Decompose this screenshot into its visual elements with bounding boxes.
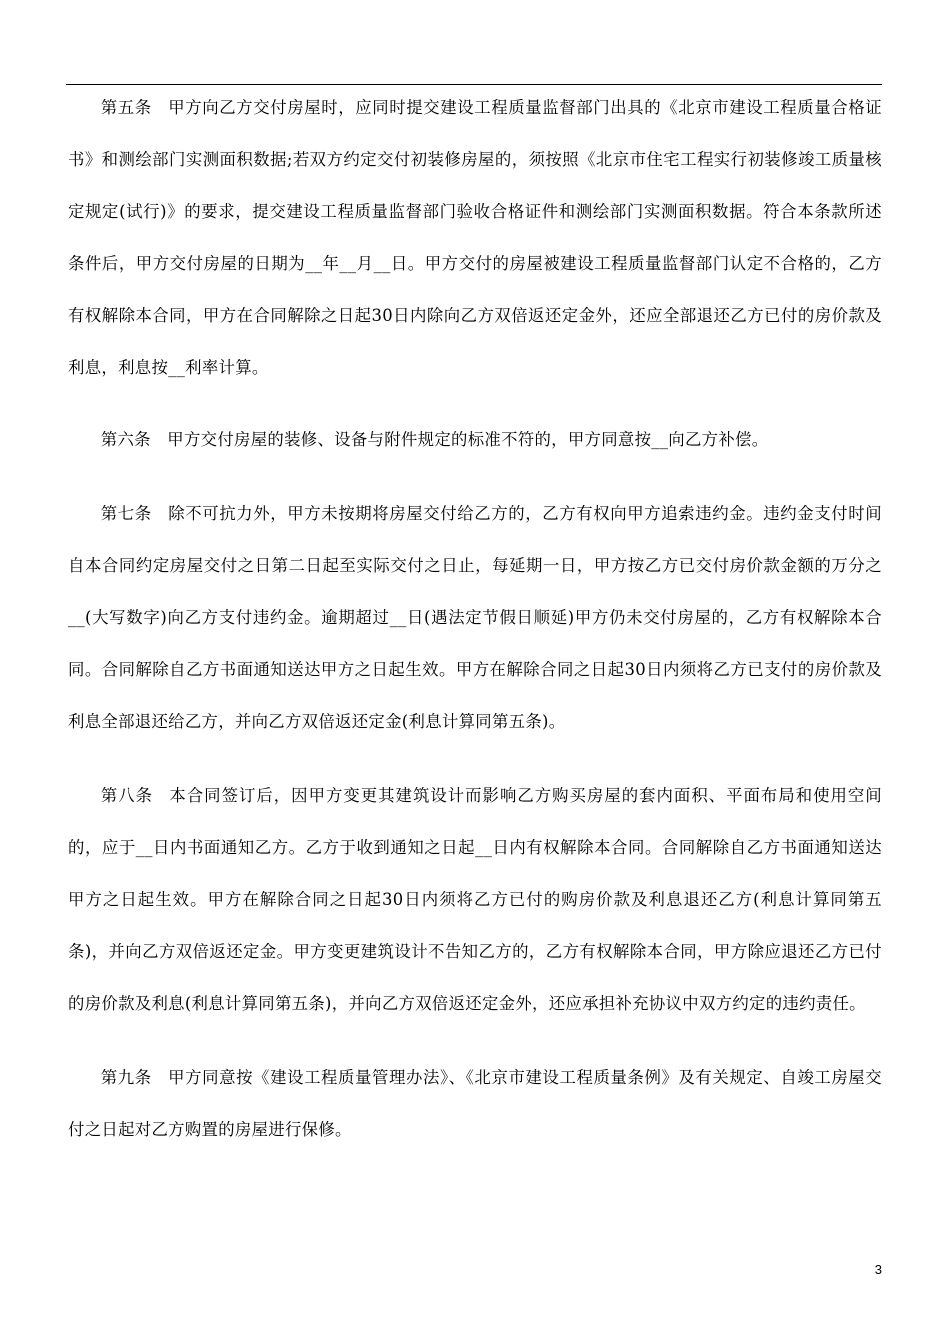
clause-text: 甲方交付房屋的装修、设备与附件规定的标准不符的，甲方同意按__向乙方补偿。 — [167, 430, 769, 449]
clause-text: 甲方向乙方交付房屋时，应同时提交建设工程质量监督部门出具的《北京市建设工程质量合格证书》和测绘部门实测面积数据;若双方约定交付初装修房屋的，须按照《北京市住宅工程实行初装修竣工质量核定规定(试行)》的要求，提交建设工程质量监督部门验收合格证件和测绘部门实测面积数据。符合本条款所述条件后，甲方交付房屋的日期为__年__月__日。甲方交付的房屋被建设工程质量监督部门认定不合格的，乙方有权解除本合同，甲方在合同解除之日起30日内除向乙方双倍返还定金外，还应全部退还乙方已付的房价款及利息，利息按__利率计算。 — [68, 98, 882, 377]
clause-number: 第五条 — [100, 98, 152, 117]
clause-number: 第七条 — [100, 504, 152, 523]
clause-7 — [68, 488, 882, 748]
clause-text: 除不可抗力外，甲方未按期将房屋交付给乙方的，乙方有权向甲方追索违约金。违约金支付时间自本合同约定房屋交付之日第二日起至实际交付之日止，每延期一日，甲方按乙方已交付房价款金额的万分之__(大写数字)向乙方支付违约金。逾期超过__日(遇法定节假日顺延)甲方仍未交付房屋的，乙方有权解除本合同。合同解除自乙方书面通知送达甲方之日起生效。甲方在解除合同之日起30日内须将乙方已支付的房价款及利息全部退还给乙方，并向乙方双倍返还定金(利息计算同第五条)。 — [68, 504, 882, 731]
clause-9 — [68, 1052, 882, 1156]
clause-8 — [68, 770, 882, 1030]
clause-number: 第八条 — [100, 786, 153, 805]
clause-6 — [68, 414, 882, 466]
clause-text: 本合同签订后，因甲方变更其建筑设计而影响乙方购买房屋的套内面积、平面布局和使用空间的，应于__日内书面通知乙方。乙方于收到通知之日起__日内有权解除本合同。合同解除自乙方书面通知送达甲方之日起生效。甲方在解除合同之日起30日内须将乙方已付的购房价款及利息退还乙方(利息计算同第五条)，并向乙方双倍返还定金。甲方变更建筑设计不告知乙方的，乙方有权解除本合同，甲方除应退还乙方已付的房价款及利息(利息计算同第五条)，并向乙方双倍返还定金外，还应承担补充协议中双方约定的违约责任。 — [68, 786, 882, 1013]
clause-text: 甲方同意按《建设工程质量管理办法》、《北京市建设工程质量条例》及有关规定、自竣工房屋交付之日起对乙方购置的房屋进行保修。 — [68, 1068, 882, 1139]
page-number: 3 — [874, 1262, 882, 1277]
clause-number: 第六条 — [100, 430, 151, 449]
clause-number: 第九条 — [100, 1068, 152, 1087]
document-body — [68, 82, 882, 1156]
clause-5 — [68, 82, 882, 394]
